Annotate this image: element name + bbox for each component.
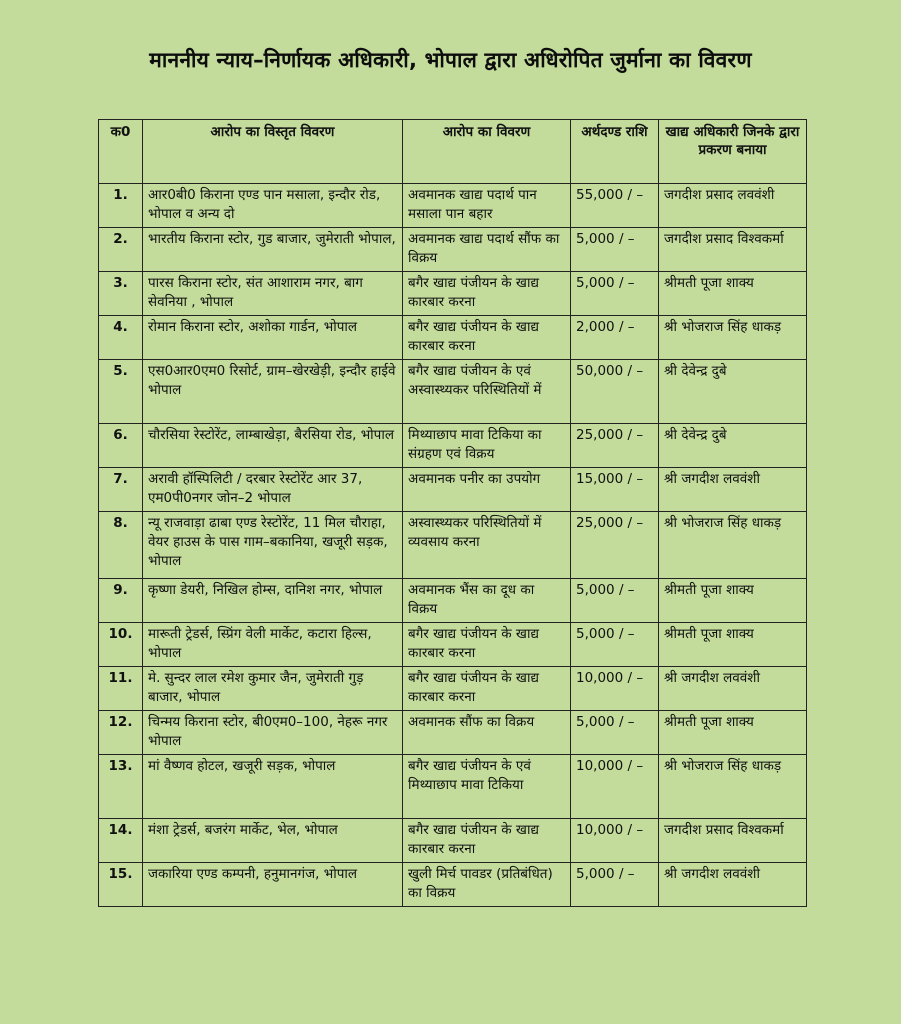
cell-sno: 7. — [99, 468, 143, 512]
header-description: आरोप का विस्तृत विवरण — [143, 120, 403, 184]
cell-description: जकारिया एण्ड कम्पनी, हनुमानगंज, भोपाल — [143, 863, 403, 907]
cell-description: कृष्णा डेयरी, निखिल होम्स, दानिश नगर, भोपाल — [143, 579, 403, 623]
table-row — [99, 316, 807, 360]
cell-charge: बगैर खाद्य पंजीयन के एवं अस्वास्थ्यकर परिस्थितियों में — [403, 360, 571, 424]
table-row — [99, 863, 807, 907]
header-sno: क0 — [99, 120, 143, 184]
cell-sno: 10. — [99, 623, 143, 667]
cell-amount: 50,000 / – — [571, 360, 659, 424]
table-row — [99, 623, 807, 667]
cell-charge: बगैर खाद्य पंजीयन के खाद्य कारबार करना — [403, 623, 571, 667]
cell-charge: अवमानक खाद्य पदार्थ पान मसाला पान बहार — [403, 184, 571, 228]
cell-officer: श्री भोजराज सिंह धाकड़ — [659, 512, 807, 579]
cell-officer: श्री जगदीश लववंशी — [659, 863, 807, 907]
cell-description: पारस किराना स्टोर, संत आशाराम नगर, बाग सेवनिया , भोपाल — [143, 272, 403, 316]
cell-sno: 13. — [99, 755, 143, 819]
cell-officer: श्रीमती पूजा शाक्य — [659, 623, 807, 667]
cell-description: मां वैष्णव होटल, खजूरी सड़क, भोपाल — [143, 755, 403, 819]
cell-amount: 5,000 / – — [571, 623, 659, 667]
penalty-table — [98, 119, 807, 907]
cell-charge: मिथ्याछाप मावा टिकिया का संग्रहण एवं विक्रय — [403, 424, 571, 468]
cell-sno: 1. — [99, 184, 143, 228]
table-header-row — [99, 120, 807, 184]
cell-officer: जगदीश प्रसाद लववंशी — [659, 184, 807, 228]
cell-charge: अस्वास्थ्यकर परिस्थितियों में व्यवसाय करना — [403, 512, 571, 579]
cell-description: मे. सुन्दर लाल रमेश कुमार जैन, जुमेराती गुड़ बाजार, भोपाल — [143, 667, 403, 711]
cell-description: न्यू राजवाड़ा ढाबा एण्ड रेस्टोरेंट, 11 मिल चौराहा, वेयर हाउस के पास गाम–बकानिया, खजूरी सड़क, भोपाल — [143, 512, 403, 579]
cell-officer: श्री देवेन्द्र दुबे — [659, 360, 807, 424]
cell-description: भारतीय किराना स्टोर, गुड बाजार, जुमेराती भोपाल, — [143, 228, 403, 272]
cell-officer: श्रीमती पूजा शाक्य — [659, 272, 807, 316]
cell-charge: बगैर खाद्य पंजीयन के खाद्य कारबार करना — [403, 819, 571, 863]
cell-amount: 5,000 / – — [571, 863, 659, 907]
cell-description: चिन्मय किराना स्टोर, बी0एम0–100, नेहरू नगर भोपाल — [143, 711, 403, 755]
cell-sno: 9. — [99, 579, 143, 623]
cell-sno: 11. — [99, 667, 143, 711]
table-row — [99, 228, 807, 272]
cell-amount: 10,000 / – — [571, 819, 659, 863]
cell-charge: अवमानक भैंस का दूध का विक्रय — [403, 579, 571, 623]
table-row — [99, 512, 807, 579]
document-title: माननीय न्याय–निर्णायक अधिकारी, भोपाल द्वारा अधिरोपित जुर्माना का विवरण — [149, 48, 752, 72]
table-row — [99, 755, 807, 819]
cell-amount: 25,000 / – — [571, 512, 659, 579]
cell-description: एस0आर0एम0 रिसोर्ट, ग्राम–खेरखेड़ी, इन्दौर हाईवे भोपाल — [143, 360, 403, 424]
cell-description: आर0बी0 किराना एण्ड पान मसाला, इन्दौर रोड, भोपाल व अन्य दो — [143, 184, 403, 228]
cell-description: चौरसिया रेस्टोरेंट, लाम्बाखेड़ा, बैरसिया रोड, भोपाल — [143, 424, 403, 468]
cell-amount: 25,000 / – — [571, 424, 659, 468]
cell-sno: 15. — [99, 863, 143, 907]
table-row — [99, 819, 807, 863]
cell-officer: जगदीश प्रसाद विश्वकर्मा — [659, 228, 807, 272]
cell-amount: 10,000 / – — [571, 755, 659, 819]
table-row — [99, 424, 807, 468]
table-row — [99, 579, 807, 623]
cell-officer: श्री भोजराज सिंह धाकड़ — [659, 316, 807, 360]
cell-officer: श्री देवेन्द्र दुबे — [659, 424, 807, 468]
cell-sno: 5. — [99, 360, 143, 424]
cell-charge: अवमानक सौंफ का विक्रय — [403, 711, 571, 755]
cell-officer: जगदीश प्रसाद विश्वकर्मा — [659, 819, 807, 863]
cell-amount: 5,000 / – — [571, 579, 659, 623]
cell-description: अरावी हॉस्पिलिटी / दरबार रेस्टोरेंट आर 37, एम0पी0नगर जोन–2 भोपाल — [143, 468, 403, 512]
cell-amount: 5,000 / – — [571, 228, 659, 272]
cell-sno: 12. — [99, 711, 143, 755]
table-row — [99, 272, 807, 316]
table-row — [99, 468, 807, 512]
cell-officer: श्री जगदीश लववंशी — [659, 468, 807, 512]
cell-charge: बगैर खाद्य पंजीयन के खाद्य कारबार करना — [403, 667, 571, 711]
cell-sno: 3. — [99, 272, 143, 316]
cell-sno: 2. — [99, 228, 143, 272]
cell-charge: बगैर खाद्य पंजीयन के खाद्य कारबार करना — [403, 316, 571, 360]
cell-amount: 2,000 / – — [571, 316, 659, 360]
cell-amount: 5,000 / – — [571, 711, 659, 755]
cell-officer: श्री भोजराज सिंह धाकड़ — [659, 755, 807, 819]
table-row — [99, 360, 807, 424]
header-amount: अर्थदण्ड राशि — [571, 120, 659, 184]
cell-amount: 10,000 / – — [571, 667, 659, 711]
cell-amount: 5,000 / – — [571, 272, 659, 316]
cell-sno: 8. — [99, 512, 143, 579]
cell-description: रोमान किराना स्टोर, अशोका गार्डन, भोपाल — [143, 316, 403, 360]
table-row — [99, 667, 807, 711]
header-charge: आरोप का विवरण — [403, 120, 571, 184]
cell-officer: श्रीमती पूजा शाक्य — [659, 579, 807, 623]
header-officer: खाद्य अधिकारी जिनके द्वारा प्रकरण बनाया — [659, 120, 807, 184]
cell-officer: श्रीमती पूजा शाक्य — [659, 711, 807, 755]
cell-charge: बगैर खाद्य पंजीयन के एवं मिथ्याछाप मावा टिकिया — [403, 755, 571, 819]
cell-description: मारूती ट्रेडर्स, स्प्रिंग वेली मार्केट, कटारा हिल्स, भोपाल — [143, 623, 403, 667]
table-row — [99, 184, 807, 228]
table-row — [99, 711, 807, 755]
cell-amount: 15,000 / – — [571, 468, 659, 512]
cell-amount: 55,000 / – — [571, 184, 659, 228]
cell-sno: 14. — [99, 819, 143, 863]
cell-sno: 4. — [99, 316, 143, 360]
cell-charge: अवमानक पनीर का उपयोग — [403, 468, 571, 512]
cell-sno: 6. — [99, 424, 143, 468]
cell-charge: बगैर खाद्य पंजीयन के खाद्य कारबार करना — [403, 272, 571, 316]
cell-officer: श्री जगदीश लववंशी — [659, 667, 807, 711]
cell-charge: खुली मिर्च पावडर (प्रतिबंधित) का विक्रय — [403, 863, 571, 907]
cell-description: मंशा ट्रेडर्स, बजरंग मार्केट, भेल, भोपाल — [143, 819, 403, 863]
cell-charge: अवमानक खाद्य पदार्थ सौंफ का विक्रय — [403, 228, 571, 272]
